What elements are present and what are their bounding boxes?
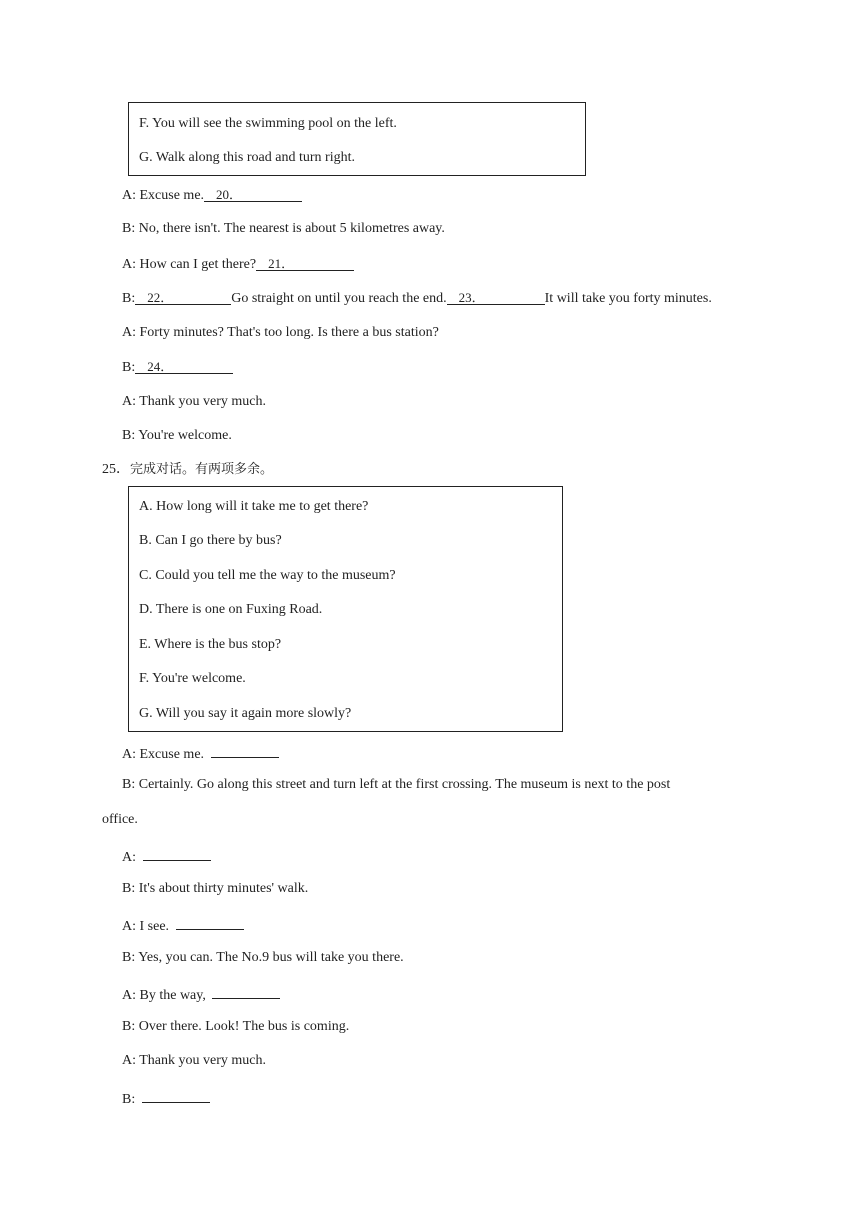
option-g: G. Walk along this road and turn right. <box>139 150 355 165</box>
question-number: 25． <box>102 462 130 477</box>
speaker: B: <box>122 291 136 306</box>
option-d: D. There is one on Fuxing Road. <box>139 602 323 617</box>
speaker: A: <box>122 257 136 272</box>
speaker: B: <box>122 1019 136 1034</box>
speaker: B: <box>122 881 136 896</box>
speaker: B: <box>122 1092 136 1107</box>
answer-blank[interactable] <box>143 845 211 861</box>
question-instruction: 完成对话。有两项多余。 <box>130 462 274 477</box>
dialog2-line-2-wrap: office. <box>102 812 138 827</box>
answer-blank[interactable] <box>142 1087 210 1103</box>
dialog1-line-4: B: 22． Go straight on until you reach the end. 23． It will take you forty minutes. <box>122 290 712 306</box>
dialog2-line-6: B: Yes, you can. The No.9 bus will take you there. <box>122 950 404 965</box>
blank-24[interactable]: 24． <box>135 358 233 374</box>
speaker: B: <box>122 221 136 236</box>
option-g: G. Will you say it again more slowly? <box>139 706 352 721</box>
dialog2-line-8: B: Over there. Look! The bus is coming. <box>122 1019 350 1034</box>
option-b: B. Can I go there by bus? <box>139 533 282 548</box>
option-e: E. Where is the bus stop? <box>139 637 282 652</box>
answer-blank[interactable] <box>211 742 279 758</box>
options-box-2 <box>128 486 563 732</box>
dialog2-line-7: A: By the way, <box>122 983 280 1005</box>
blank-23[interactable]: 23． <box>447 289 545 305</box>
dialog2-line-10 <box>122 1087 210 1109</box>
dialog1-line-8: B: You're welcome. <box>122 428 232 443</box>
answer-blank[interactable] <box>212 983 280 999</box>
speaker: A: <box>122 988 136 1003</box>
question-25-heading <box>102 461 273 479</box>
option-f: F. You will see the swimming pool on the left. <box>139 116 397 131</box>
blank-20[interactable]: 20． <box>204 186 302 202</box>
speaker: B: <box>122 777 136 792</box>
dialog2-line-2: B: Certainly. Go along this street and turn left at the first crossing. The museum is next to the post <box>122 777 671 792</box>
speaker: A: <box>122 850 136 865</box>
answer-blank[interactable] <box>176 914 244 930</box>
dialog1-line-7: A: Thank you very much. <box>122 394 266 409</box>
dialog1-line-6 <box>122 358 233 377</box>
option-a: A. How long will it take me to get there? <box>139 499 369 514</box>
speaker: B: <box>122 950 136 965</box>
blank-22[interactable]: 22． <box>135 289 231 305</box>
dialog1-line-2: B: No, there isn't. The nearest is about 5 kilometres away. <box>122 221 445 236</box>
speaker: B: <box>122 428 136 443</box>
dialog1-line-3: A: How can I get there? 21． <box>122 255 354 274</box>
speaker: A: <box>122 919 136 934</box>
dialog2-line-3 <box>122 845 211 867</box>
dialog2-line-1: A: Excuse me. <box>122 742 279 764</box>
options-box-1 <box>128 102 586 176</box>
blank-21[interactable]: 21． <box>256 255 354 271</box>
dialog2-line-4: B: It's about thirty minutes' walk. <box>122 881 309 896</box>
option-c: C. Could you tell me the way to the museum? <box>139 568 396 583</box>
dialog1-line-5: A: Forty minutes? That's too long. Is there a bus station? <box>122 325 439 340</box>
speaker: A: <box>122 188 136 203</box>
speaker: A: <box>122 747 136 762</box>
dialog1-line-1: A: Excuse me. 20． <box>122 186 302 205</box>
option-f: F. You're welcome. <box>139 671 246 686</box>
dialog2-line-9: A: Thank you very much. <box>122 1053 266 1068</box>
dialog2-line-5: A: I see. <box>122 914 244 936</box>
speaker: A: <box>122 325 136 340</box>
speaker: A: <box>122 1053 136 1068</box>
speaker: A: <box>122 394 136 409</box>
speaker: B: <box>122 360 136 375</box>
